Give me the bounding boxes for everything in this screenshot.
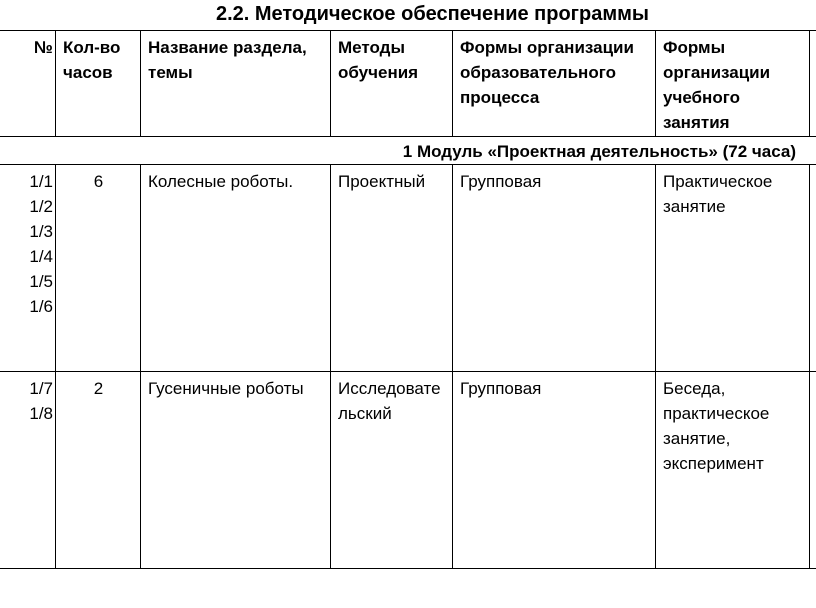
table-header-row <box>0 31 816 137</box>
header-hours: Кол-во часов <box>56 31 141 137</box>
lesson-form-cell: Практическое занятие <box>656 165 810 372</box>
header-number: № <box>0 31 56 137</box>
extra-cell <box>810 165 816 372</box>
hours-cell: 2 <box>56 372 141 569</box>
header-section: Название раздела, темы <box>141 31 331 137</box>
hours-cell: 6 <box>56 165 141 372</box>
header-extra <box>810 31 816 137</box>
section-cell: Колесные роботы. <box>141 165 331 372</box>
methods-table <box>0 30 816 569</box>
module-row <box>0 137 816 165</box>
header-methods: Методы обучения <box>331 31 453 137</box>
table-row <box>0 165 816 372</box>
lesson-numbers: 1/7 1/8 <box>0 372 56 569</box>
header-process-forms: Формы организации образовательного процесса <box>453 31 656 137</box>
section-cell: Гусеничные роботы <box>141 372 331 569</box>
document-title: 2.2. Методическое обеспечение программы <box>215 3 650 25</box>
process-form-cell: Групповая <box>453 372 656 569</box>
process-form-cell: Групповая <box>453 165 656 372</box>
methods-cell: Проектный <box>331 165 453 372</box>
extra-cell <box>810 372 816 569</box>
lesson-numbers: 1/1 1/2 1/3 1/4 1/5 1/6 <box>0 165 56 372</box>
methods-cell: Исследовате льский <box>331 372 453 569</box>
module-title: 1 Модуль «Проектная деятельность» (72 часа) <box>0 137 816 165</box>
header-lesson-forms: Формы организации учебного занятия <box>656 31 810 137</box>
table-row <box>0 372 816 569</box>
lesson-form-cell: Беседа, практическое занятие, эксперимент <box>656 372 810 569</box>
